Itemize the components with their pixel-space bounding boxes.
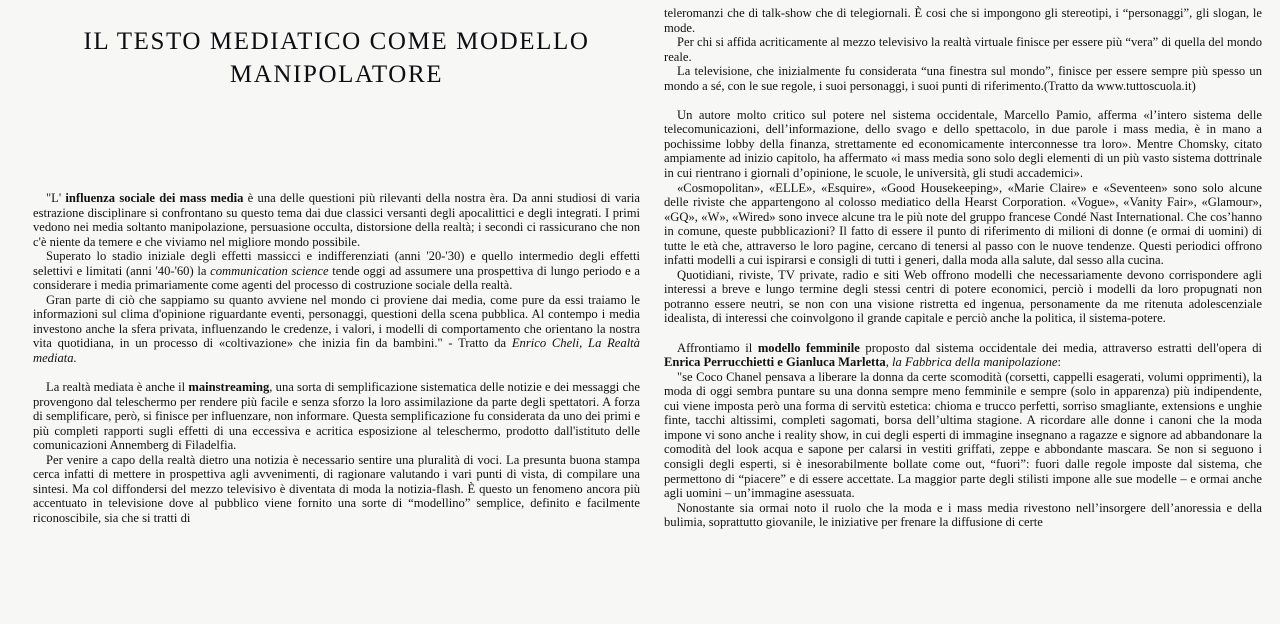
paragraph: [664, 341, 1262, 370]
paragraph: [664, 181, 1262, 268]
text-run: teleromanzi che di talk-show che di telegiornali. È cosi che si impongono gli stereotipi, i “personaggi”, gli slogan, le mode.: [664, 6, 1262, 35]
paragraph: [664, 64, 1262, 93]
text-run: La realtà mediata è anche il: [46, 380, 189, 395]
paragraph: [664, 6, 1262, 35]
text-run: Affrontiamo il: [677, 340, 758, 355]
paragraph: [664, 35, 1262, 64]
text-run: Per chi si affida acriticamente al mezzo televisivo la realtà virtuale finisce per essere più “vera” di quella del mondo reale.: [664, 35, 1262, 64]
paragraph: [33, 191, 640, 249]
text-run: è una delle questioni più rilevanti della nostra èra. Da anni studiosi di varia estrazione disciplinare si confrontano su questo tema dai due classici versanti degli apocalittici e degli integrati. I primi vedono nei media soltanto manipolazione, persuasione occulta, distorsione della realtà; i secondi ci rassicurano che non c'è niente da temere e che viviamo nel migliore mondo possibile.: [33, 191, 640, 249]
text-run: Per venire a capo della realtà dietro una notizia è necessario sentire una pluralità di voci. La presunta buona stampa cerca infatti di mettere in prospettiva agli avvenimenti, di ragionare valutando i vari punti di vista, di compilare una sintesi. Ma col diffondersi del mezzo televisivo è diventata di moda la notizia-flash. È questo un fenomeno ancora più accentuato in televisione dove al pubblico viene fornito una sorte di “modellino” semplice, definito e facilmente riconoscibile, sia che si tratti di: [33, 452, 640, 526]
text-run: :: [1057, 355, 1061, 370]
paragraph: [33, 453, 640, 526]
text-run: ,: [885, 355, 893, 370]
page-title: IL TESTO MEDIATICO COME MODELLO MANIPOLATORE: [83, 28, 590, 88]
right-column: [652, 0, 1280, 624]
bold-run: modello femminile: [757, 340, 860, 355]
paragraph: [33, 249, 640, 293]
text-run: Un autore molto critico sul potere nel sistema occidentale, Marcello Pamio, afferma «l’intero sistema delle telecomunicazioni, dell’informazione, dello svago e dello spettacolo, in due parole i mass media, è in mano a pochissime lobby della finanza, strettamente ed economicamente interconnesse tra loro». Mentre Chomsky, citato ampiamente ad inizio capitolo, ha affermato «i mass media sono solo degli elementi di un più vasto sistema dottrinale in cui rientrano i giornali d’opinione, le scuole, le università, gli studi accademici».: [664, 107, 1262, 181]
text-run: proposto dal sistema occidentale dei media, attraverso estratti dell'opera di: [859, 340, 1262, 355]
italic-run: communication science: [210, 263, 329, 278]
right-column-body: [664, 6, 1262, 530]
bold-run: mainstreaming: [188, 380, 270, 395]
text-run: Gran parte di ciò che sappiamo su quanto avviene nel mondo ci proviene dai media, come pure da essi traiamo le informazioni sul clima d'opinione riguardante eventi, personaggi, questioni della scena pubblica. Al contempo i media investono anche la sfera privata, influenzando le credenze, i valori, i modelli di comportamento che orientano la nostra vita quotidiana, in un processo di «coltivazione» che inizia fin da bambini." - Tratto da: [33, 292, 640, 351]
text-run: Quotidiani, riviste, TV private, radio e siti Web offrono modelli che necessariamente devono corrispondere agli interessi a breve e lungo termine degli stessi centri di potere economici, perciò i modelli da loro propugnati non potranno essere neutri, se non con una visione ristretta ed ingenua, personamente da me ritenuta adolescenziale idealista, di interessi che coinvolgono il grande capitale e perciò anche la politica, il sistema-potere.: [664, 267, 1262, 326]
left-column-body: [33, 191, 640, 526]
text-run: "se Coco Chanel pensava a liberare la donna da certe scomodità (corsetti, cappelli esagerati, volumi opprimenti), la moda di oggi sembra puntare su una donna sempre meno femminile e sempre (solo in apparenza) più indipendente, cui viene imposta però una forma di servitù estetica: chioma e trucco perfetti, sorriso smagliante, extensions e unghie finte, tacchi altissimi, completi sagomati, borsa dell’ultima stagione. A ricordare alle donne i canoni che la moda impone vi sono anche i reality show, in cui degli esperti di immagine insegnano a ragazze e signore ad abbandonare la comodità del look acqua e sapone per calarsi in vestiti griffati, zeppe e abbondante mascara. Se non si seguono i consigli degli esperti, si è inesorabilmente bollate come out, “fuori”: fuori dalle regole imposte dal sistema, che permettono di “piacere” e di essere accettate. La maggior parte degli stilisti impone alle sue modelle – e ormai anche agli uomini – un’immagine asessuata.: [664, 369, 1262, 501]
title-body-spacer: [33, 91, 640, 191]
paragraph: [664, 268, 1262, 326]
paragraph: [664, 501, 1262, 530]
paragraph: [664, 108, 1262, 181]
text-run: tende oggi ad assumere una prospettiva di lungo periodo e a considerare i media primariamente come agenti del processo di costruzione sociale della realtà.: [33, 263, 641, 293]
text-run: Superato lo stadio iniziale degli effetti massicci e indifferenziati (anni '20-'30) e quello intermedio degli effetti selettivi e limitati (anni '40-'60) la: [33, 249, 640, 278]
text-run: «Cosmopolitan», «ELLE», «Esquire», «Good Housekeeping», «Marie Claire» e «Seventeen» sono solo alcune delle riviste che appartengono al colosso mediatico della Hearst Corporation. «Vogue», «Vanity Fair», «Glamour», «GQ», «W», «Wired» sono invece alcune tra le più note del gruppo francese Condé Nast International. Che cos’hanno in comune, queste pubblicazioni? Il fatto di essere il punto di riferimento di milioni di donne (e ormai di uomini) di tutte le età che, attraverso le loro pagine, cercano di tenersi al passo con le nuove tendenze. Questi periodici offrono infatti modelli a cui ispirarsi e consigli di tutti i generi, dalla moda alla salute, dal sesso alla cucina.: [664, 180, 1262, 268]
bold-run: influenza sociale dei mass media: [65, 191, 244, 205]
italic-run: Enrico Cheli, La Realtà mediata.: [33, 336, 640, 366]
text-run: , una sorta di semplificazione sistematica delle notizie e dei messaggi che provengono dal teleschermo per rendere più facile e senza sforzo la loro assimilazione da parte degli spettatori. A forza di semplificare, però, si finisce per influenzare, non informare. Questa semplificazione fu considerata da uno dei primi e più completi rapporti sugli effetti di una eccessiva e acritica esposizione al teleschermo, prodotto dall'istituto delle comunicazioni Annemberg di Filadelfia.: [33, 380, 640, 453]
paragraph: [33, 380, 640, 453]
paragraph: [33, 293, 640, 366]
italic-run: la Fabbrica della manipolazione: [892, 355, 1058, 370]
text-run: Nonostante sia ormai noto il ruolo che la moda e i mass media rivestono nell’insorgere dell’anoressia e della bulimia, soprattutto giovanile, le iniziative per frenare la diffusione di certe: [664, 500, 1262, 530]
paragraph: [664, 370, 1262, 501]
text-run: "L': [46, 191, 66, 205]
text-run: La televisione, che inizialmente fu considerata “una finestra sul mondo”, finisce per essere sempre più spesso un mondo a sé, con le sue regole, i suoi personaggi, i suoi punti di riferimento.(Tratto da www.tuttoscuola.it): [664, 64, 1262, 93]
bold-run: Enrica Perrucchietti e Gianluca Marletta: [664, 355, 886, 370]
